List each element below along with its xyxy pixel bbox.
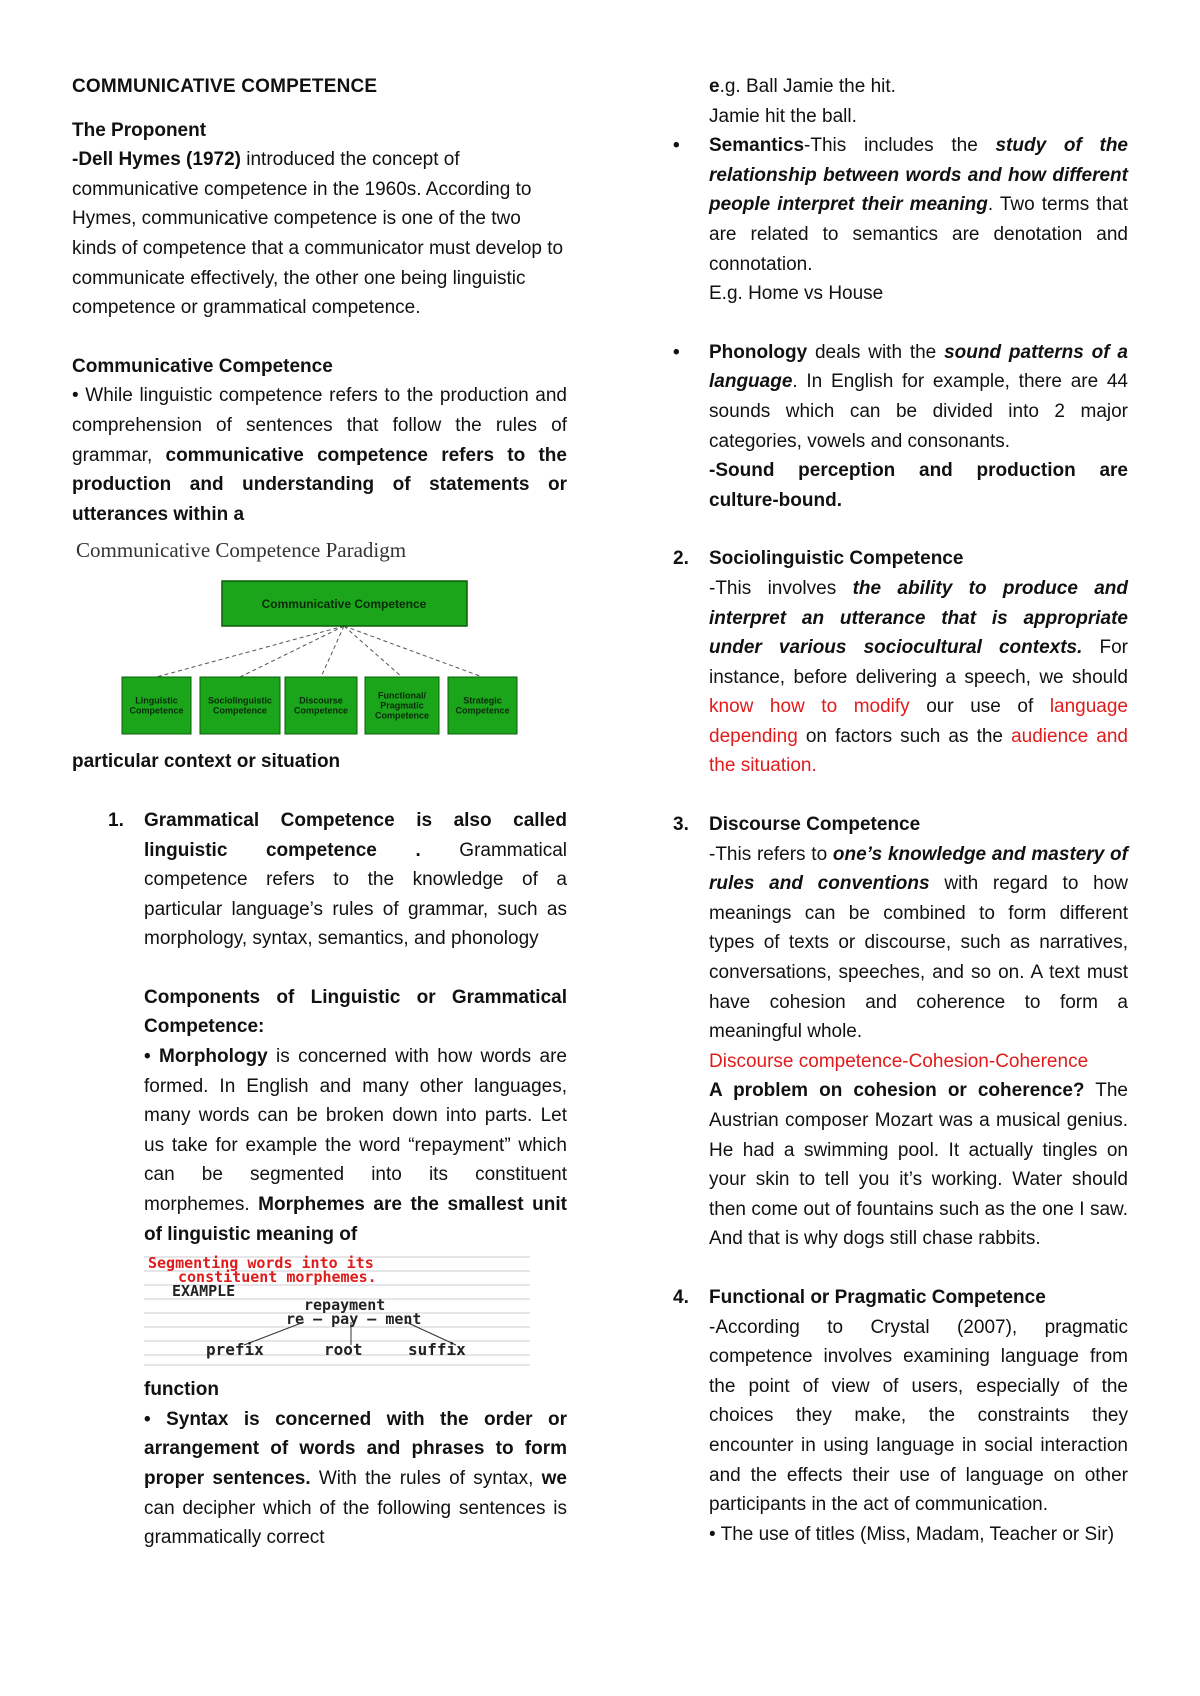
left-column — [72, 72, 567, 1553]
cc-paragraph — [72, 381, 567, 529]
list-number: 3. — [673, 814, 689, 836]
paradigm-diagram — [72, 537, 567, 747]
grammatical-heading: Grammatical Competence is also called linguistic competence . — [144, 809, 567, 861]
bullet-icon: • — [72, 385, 79, 407]
syntax-text: With the rules of syntax, — [310, 1468, 542, 1489]
syntax-example-2: Jamie hit the ball. — [709, 105, 857, 127]
syntax-we: we — [541, 1468, 567, 1489]
morphology-heading: Morphology — [150, 1046, 268, 1068]
example-e: e — [709, 76, 720, 97]
paradigm-box-label: Sociolinguistic — [207, 695, 273, 706]
morph-suffix: suffix — [408, 1340, 466, 1360]
functional-paragraph: -According to Crystal (2007), pragmatic competence involves examining language from the point of view of users, especially of the choices they make, the constraints they encounter in using language in social interaction and the effects their use of language on other participants in the act of communication. — [709, 1316, 1128, 1516]
list-number: 1. — [108, 809, 124, 831]
cc-heading: Communicative Competence — [72, 355, 333, 377]
bullet-icon: • — [673, 341, 680, 363]
phonology-text-2: . In English for example, there are 44 sounds which can be divided into 2 major categories, vowels and consonants. — [709, 371, 1128, 452]
list-number: 2. — [673, 548, 689, 570]
socio-text-4: on factors such as the — [797, 725, 1012, 747]
bullet-icon: • — [709, 1523, 716, 1545]
socio-red-3: audience and the situation. — [709, 725, 1128, 777]
sociolinguistic-heading — [673, 544, 1128, 574]
disc-emphasis: one’s knowledge and mastery of rules and conventions — [709, 843, 1128, 895]
paradigm-connector — [157, 626, 345, 677]
morph-root: root — [324, 1340, 363, 1360]
paradigm-box-label: Strategic — [463, 695, 502, 706]
syntax-text-2: can decipher which of the following sentences is grammatically correct — [144, 1497, 567, 1549]
cc-text: While linguistic competence refers to the production and comprehension of sentences that follow the rules of grammar, — [72, 385, 567, 466]
proponent-heading: The Proponent — [72, 119, 207, 141]
paradigm-connector — [321, 626, 344, 677]
cc-bold-text: communicative competence refers to the production and understanding of statements or utterances within a — [72, 444, 567, 525]
morph-split: re – pay – ment — [286, 1310, 422, 1329]
discourse-red-note: Discourse competence-Cohesion-Coherence — [709, 1050, 1089, 1072]
proponent-paragraph — [72, 145, 567, 323]
cc-context-text: particular context or situation — [72, 751, 341, 773]
grammatical-text: Grammatical competence refers to the knowledge of a particular language’s rules of grammar, such as morphology, syntax, semantics, and phonology — [144, 839, 567, 950]
morphemes-definition: Morphemes are the smallest unit of linguistic meaning of — [144, 1194, 567, 1245]
discourse-example — [709, 1076, 1128, 1254]
morph-prefix: prefix — [206, 1340, 264, 1360]
phonology-text: deals with the — [807, 341, 945, 363]
paradigm-box-label: Competence — [374, 710, 430, 721]
disc-text: -This refers to — [709, 843, 833, 865]
socio-emphasis: the ability to produce and interpret an utterance that is appropriate under various sociocultural contexts. — [709, 577, 1129, 659]
components-heading: Components of Linguistic or Grammatical Competence: — [144, 986, 567, 1038]
disc-text-2: with regard to how meanings can be combined to form different types of texts or discourse, such as narratives, conversations, speeches, and so on. A text must have cohesion and coherence to form a meaningful whole. — [709, 873, 1128, 1043]
bullet-icon: • — [144, 1046, 151, 1068]
syntax-heading: Syntax is concerned with the order or arrangement of words and phrases to form proper sentences. — [144, 1408, 567, 1489]
paradigm-box-label: Competence — [293, 705, 349, 716]
semantics-heading: Semantics — [709, 135, 805, 157]
morphology-text: is concerned with how words are formed. In English and many other languages, many words can be broken down into parts. Let us take for example the word “repayment” which can be segmented into its constituent morphemes. — [144, 1046, 567, 1216]
document-title: COMMUNICATIVE COMPETENCE — [72, 76, 378, 97]
disc-question: A problem on cohesion or coherence? — [709, 1080, 1085, 1102]
morph-caption-line1: Segmenting words into its — [148, 1254, 374, 1273]
morph-caption-line2: constituent morphemes. — [178, 1268, 377, 1287]
paradigm-connector — [344, 626, 483, 677]
discourse-heading — [673, 810, 1128, 840]
semantics-text-2: . Two terms that are related to semantics are denotation and connotation. — [709, 194, 1128, 275]
phonology-culture: -Sound perception and production are culture-bound. — [709, 460, 1128, 511]
discourse-paragraph — [709, 840, 1128, 1047]
morph-word: repayment — [304, 1296, 386, 1315]
socio-red-2: language depending — [709, 696, 1129, 747]
paradigm-box-label: Linguistic — [135, 695, 178, 706]
paradigm-connector — [240, 626, 344, 677]
morpheme-segmentation-image — [144, 1255, 530, 1367]
bullet-icon: • — [673, 135, 680, 157]
paradigm-top-box: Communicative Competence — [261, 597, 427, 612]
right-column — [673, 72, 1129, 1549]
sociolinguistic-title: Sociolinguistic Competence — [709, 548, 964, 570]
discourse-title: Discourse Competence — [709, 814, 921, 836]
phonology-emphasis: sound patterns of a language — [709, 341, 1128, 393]
semantics-paragraph — [673, 131, 1128, 279]
socio-text-2: For instance, before delivering a speech, we should — [709, 637, 1128, 688]
paradigm-connector — [344, 626, 402, 677]
syntax-example-1 — [709, 72, 1128, 102]
paradigm-title: Communicative Competence Paradigm — [76, 538, 407, 563]
proponent-name: -Dell Hymes (1972) — [72, 149, 241, 171]
example-text: .g. Ball Jamie the hit. — [719, 76, 896, 97]
grammatical-section — [72, 806, 567, 1553]
proponent-text: introduced the concept of communicative competence in the 1960s. According to Hymes, communicative competence is one of the two kinds of competence that a communicator must develop to communicate effectively, the other one being linguistic competence or grammatical competence. — [72, 149, 564, 319]
disc-text-3: The Austrian composer Mozart was a musical genius. He had a swimming pool. It actually tingles on your skin to tell you it’s working. Water should then come out of fountains such as the one I saw. And that is why dogs still chase rabbits. — [709, 1080, 1128, 1250]
socio-red-1: know how to modify — [709, 696, 910, 718]
functional-title: Functional or Pragmatic Competence — [709, 1286, 1046, 1308]
paradigm-box-label: Competence — [129, 705, 184, 716]
semantics-emphasis: study of the relationship between words and how different people interpret their meaning — [709, 135, 1128, 216]
phonology-paragraph — [673, 338, 1128, 456]
sociolinguistic-paragraph — [709, 574, 1128, 781]
morphology-paragraph — [144, 1042, 567, 1249]
semantics-example: E.g. Home vs House — [709, 283, 884, 305]
socio-text: -This involves — [709, 577, 853, 599]
functional-titles-bullet — [709, 1520, 1128, 1550]
morph-function-text: function — [144, 1379, 219, 1401]
paradigm-box-label: Pragmatic — [380, 700, 424, 711]
syntax-paragraph — [144, 1405, 567, 1553]
morph-example-label: EXAMPLE — [172, 1282, 236, 1301]
functional-heading — [673, 1283, 1128, 1313]
paradigm-box-label: Discourse — [299, 695, 343, 706]
list-number: 4. — [673, 1286, 689, 1308]
bullet-icon: • — [144, 1408, 151, 1430]
grammatical-paragraph — [108, 806, 567, 954]
phonology-heading: Phonology — [709, 341, 808, 363]
functional-titles-text: The use of titles (Miss, Madam, Teacher or Sir) — [715, 1523, 1115, 1545]
paradigm-box-label: Competence — [455, 705, 510, 716]
paradigm-box-label: Competence — [212, 705, 268, 716]
semantics-text: -This includes the — [804, 135, 996, 157]
paradigm-box-label: Functional/ — [378, 690, 426, 701]
socio-text-3: our use of — [909, 696, 1050, 718]
